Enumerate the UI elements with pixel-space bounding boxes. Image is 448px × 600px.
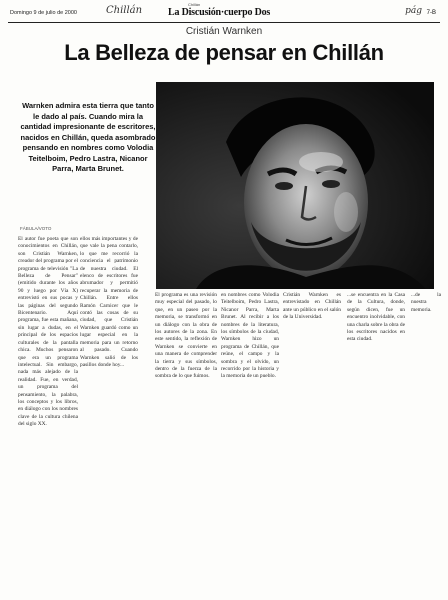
portrait-photo bbox=[156, 82, 434, 289]
scan-fade bbox=[80, 570, 138, 600]
column-text: Cristián Warnken es entrevistado en Chillán ante un público en el salón de la Universidad. bbox=[283, 292, 341, 321]
scan-fade bbox=[221, 570, 279, 600]
article-column-4 bbox=[221, 292, 279, 600]
portrait-image bbox=[156, 82, 434, 289]
article-column-3 bbox=[155, 292, 217, 600]
article-column-6 bbox=[347, 292, 405, 402]
lead-paragraph: Warnken admira esta tierra que tanto le dado al país. Cuando mira la cantidad impresionante de escritores, nacidos en Chillán, queda asombrado pensando en nombres como Volodia Teitelboim, Pedro Lastra, Nicanor Parra, Marta Brunet. bbox=[20, 101, 156, 173]
column-text: ellos más importantes y de que vale la pena contarlo, lo que me recorrió la conciencia el patrimonio de nuestra ciudad. El elenco de escritores fue abrumador y permitió recuperar la memoria de Chillán. Entre ellos Ramón Carnicer que le contó las cosas de su ciudad, que Cristián Warnken guardó como un lugar especial en la memoria para un retorno al pasado. Cuando Warnken salió de los pasillos donde hoy... bbox=[80, 236, 138, 368]
column-text: ...se encuentra en la Casa de la Cultura, donde, según dicen, fue un encuentro inolvidable, con una charla sobre la obra de los escritores nacidos en esta ciudad. bbox=[347, 292, 405, 343]
handwritten-note: Chillán bbox=[106, 5, 143, 16]
article-column-7 bbox=[411, 292, 441, 362]
article-column-1 bbox=[18, 236, 78, 600]
column-text: en nombres como Volodia Teitelboim, Pedro Lastra, Nicanor Parra, Marta Brunet. Al recibir a los nombres de la literatura, los símbolos de la ciudad, Warnken hizo un programa de Chillán, que reúne, el campo y la sombra y el olvido, un recorrido por la historia y la memoria de un pueblo. bbox=[221, 292, 279, 380]
masthead: La Discusión·cuerpo Dos bbox=[168, 7, 271, 18]
handwritten-page-mark: pág bbox=[405, 6, 422, 16]
page-header bbox=[8, 4, 440, 23]
column-text: ...de la nuestra memoria. bbox=[411, 292, 441, 313]
scan-fade bbox=[18, 570, 78, 600]
column-text: El autor fue poeta que son conocimientos en Chillán, son Cristián Warnken, creador del programa por el programa de televisión "La Belleza de Pensar" (emitido durante los años 90 y luego por Vía X) entrevistó en sus pocas y las páginas del segundo Bicentenario. Aquí programa, fue esta mañana, sin lugar a dudas, en el principal de los espacios culturales de la pantalla chica. Muchos pensaron que era un programa intelectual. Sin embargo, nada más alejado de la realidad. Fue, en verdad, un programa del pensamiento, la palabra, los conceptos y los libros, en diálogo con los nombres clave de la cultura chilena del siglo XX. bbox=[18, 236, 78, 428]
article-column-2 bbox=[80, 236, 138, 600]
byline: Cristián Warnken bbox=[185, 26, 263, 37]
masthead-small: Chillán bbox=[188, 2, 201, 7]
column-text: El programa es una revisión muy especial del pasado, lo que, en un paseo por la memoria, se transformó en un diálogo con la obra de los autores de la zona. En este sentido, la reflexión de Warnken se convierte en una manera de comprender la tierra y sus símbolos, dentro de la fuerza de la sombra de lo que fuimos. bbox=[155, 292, 217, 380]
scan-fade bbox=[155, 570, 217, 600]
photo-credit: FÁBULA/VOTO bbox=[20, 226, 52, 231]
issue-date: Domingo 9 de julio de 2000 bbox=[10, 10, 77, 16]
headline: La Belleza de pensar en Chillán bbox=[64, 40, 384, 65]
page-number: 7-B bbox=[426, 10, 436, 16]
article-column-5 bbox=[283, 292, 341, 402]
